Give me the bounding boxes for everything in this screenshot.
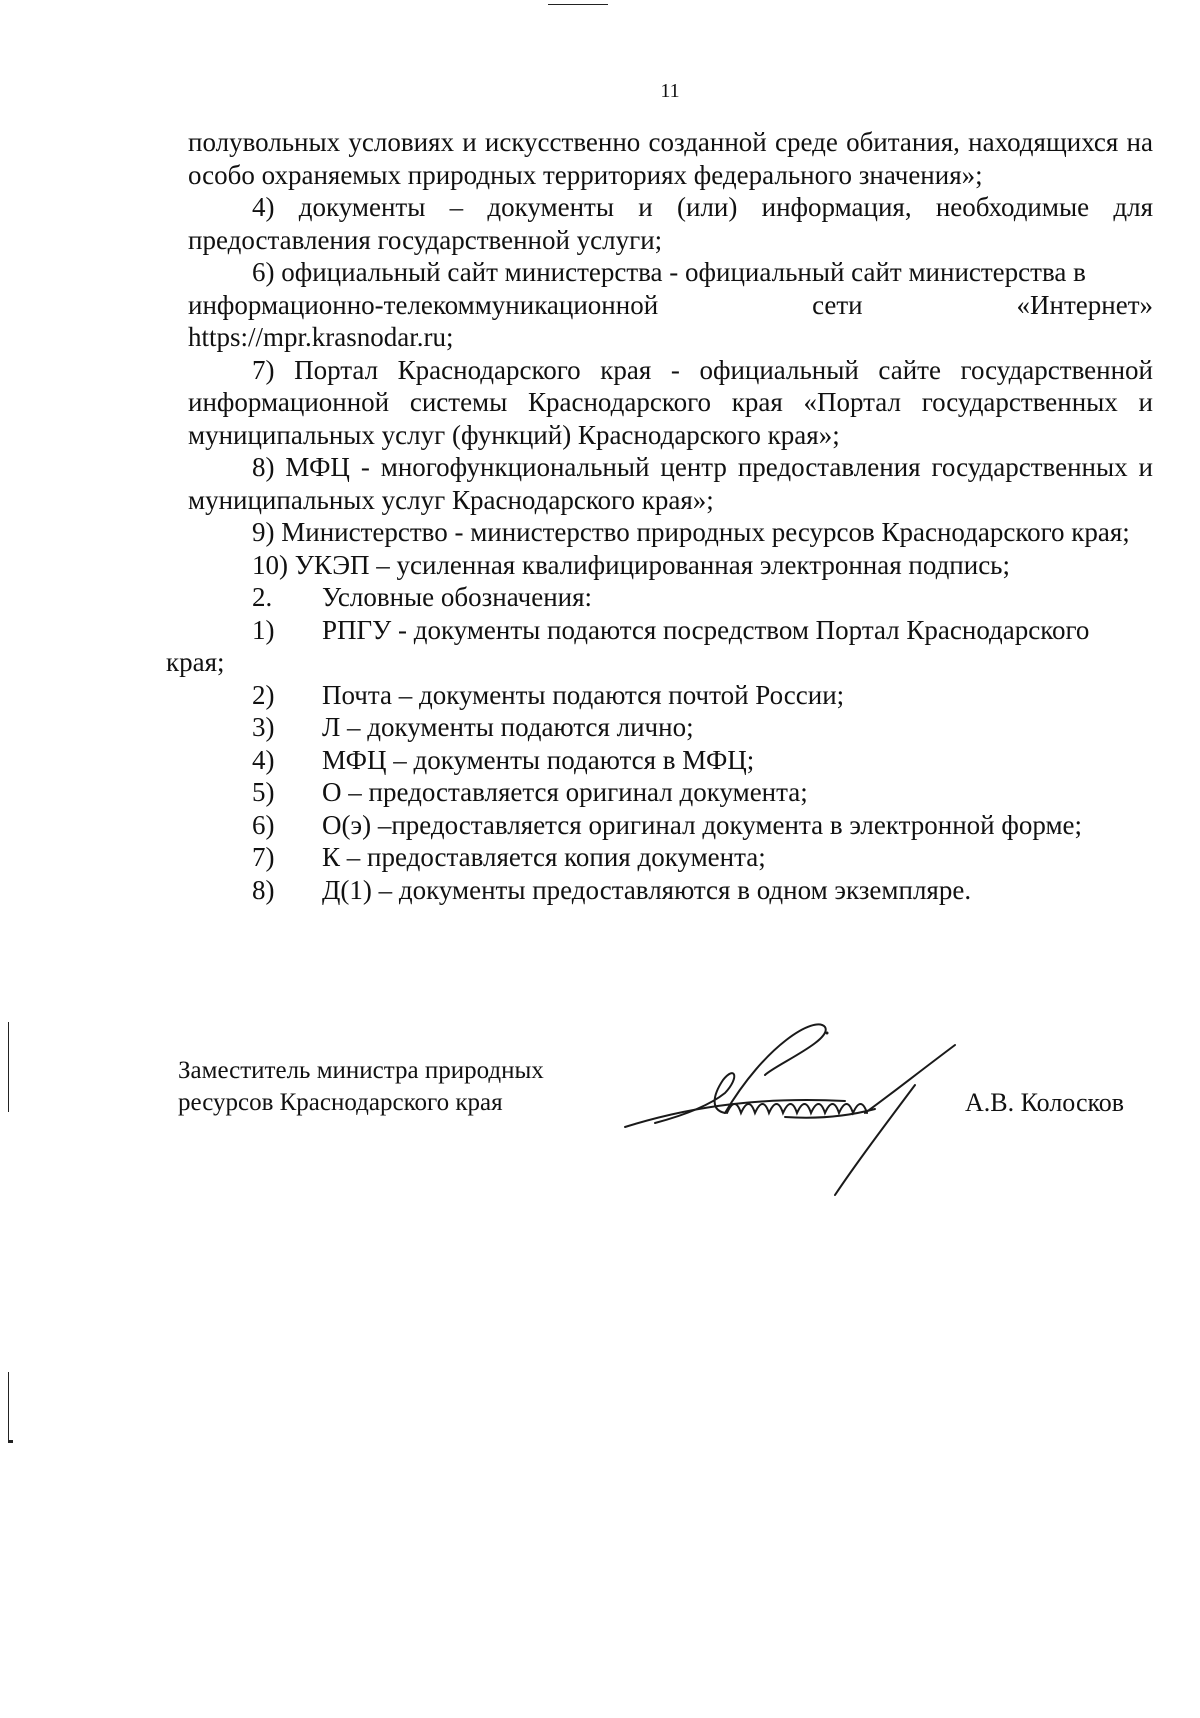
- list-item: [188, 581, 1153, 614]
- list-number: 8): [252, 874, 275, 905]
- list-item: [188, 549, 1153, 582]
- signer-position: [178, 1055, 544, 1119]
- paragraph: полувольных условиях и искусственно созданной среде обитания, находящихся на особо охраняемых природных территориях федерального значения»;: [188, 127, 1153, 190]
- list-text: Условные обозначения:: [322, 582, 593, 612]
- list-item: [188, 679, 1153, 712]
- paragraph: 8) МФЦ - многофункциональный центр предоставления государственных и муниципальных услуг Краснодарского края»;: [188, 452, 1153, 515]
- list-item: [188, 809, 1153, 842]
- list-text: Почта – документы подаются почтой России;: [322, 679, 845, 710]
- list-number: 2): [252, 679, 275, 710]
- paragraph: 6) официальный сайт министерства - официальный сайт министерства в: [252, 257, 1086, 287]
- list-item: [188, 841, 1153, 874]
- signer-name: А.В. Колосков: [965, 1088, 1125, 1117]
- paragraph-spread-line: [188, 289, 1153, 322]
- list-text: О – предоставляется оригинал документа;: [322, 777, 808, 807]
- text-fragment: «Интернет»: [1016, 289, 1153, 320]
- list-text: 10) УКЭП – усиленная квалифицированная электронная подпись;: [252, 549, 1010, 580]
- paragraph: 9) Министерство - министерство природных ресурсов Краснодарского края;: [252, 517, 1130, 547]
- page-number: 11: [660, 80, 680, 102]
- text-fragment: информационно-телекоммуникационной: [188, 289, 659, 320]
- list-number: 6): [252, 809, 275, 840]
- list-text: края;: [166, 647, 225, 677]
- list-number: 1): [252, 614, 275, 645]
- list-item: [188, 874, 1153, 907]
- list-number: 3): [252, 712, 275, 742]
- list-item: [188, 776, 1153, 809]
- scan-mark-left-1: [8, 1022, 9, 1112]
- text-fragment: сети: [812, 289, 863, 320]
- list-number: 7): [252, 842, 275, 872]
- paragraph: 7) Портал Краснодарского края - официальный сайте государственной информационной системы Краснодарского края «Портал государственных и муниципальных услуг (функций) Краснодарского края»;: [188, 354, 1153, 450]
- paragraph: 4) документы – документы и (или) информация, необходимые для предоставления государственной услуги;: [188, 192, 1153, 255]
- paragraph: https://mpr.krasnodar.ru;: [188, 322, 454, 352]
- list-item-continuation: [166, 646, 1153, 679]
- list-text: МФЦ – документы подаются в МФЦ;: [322, 744, 755, 775]
- document-body: [166, 126, 1153, 906]
- list-item: [188, 744, 1153, 777]
- handwritten-signature: [615, 1005, 995, 1205]
- list-item: [188, 614, 1153, 647]
- list-text: Д(1) – документы предоставляются в одном экземпляре.: [322, 874, 972, 905]
- list-text: РПГУ - документы подаются посредством Портал Краснодарского: [322, 614, 1090, 645]
- list-number: 2.: [252, 582, 273, 612]
- signer-position-line: ресурсов Краснодарского края: [178, 1089, 503, 1116]
- scan-mark-left-2: [8, 1372, 9, 1442]
- list-number: 5): [252, 777, 275, 807]
- list-text: О(э) –предоставляется оригинал документа в электронной форме;: [322, 809, 1083, 840]
- list-text: К – предоставляется копия документа;: [322, 842, 766, 872]
- scan-mark-left-3: [8, 1440, 13, 1443]
- list-number: 4): [252, 744, 275, 775]
- list-text: Л – документы подаются лично;: [322, 712, 694, 742]
- list-item: [188, 711, 1153, 744]
- scan-mark-top: [548, 4, 608, 5]
- signer-position-line: Заместитель министра природных: [178, 1057, 544, 1084]
